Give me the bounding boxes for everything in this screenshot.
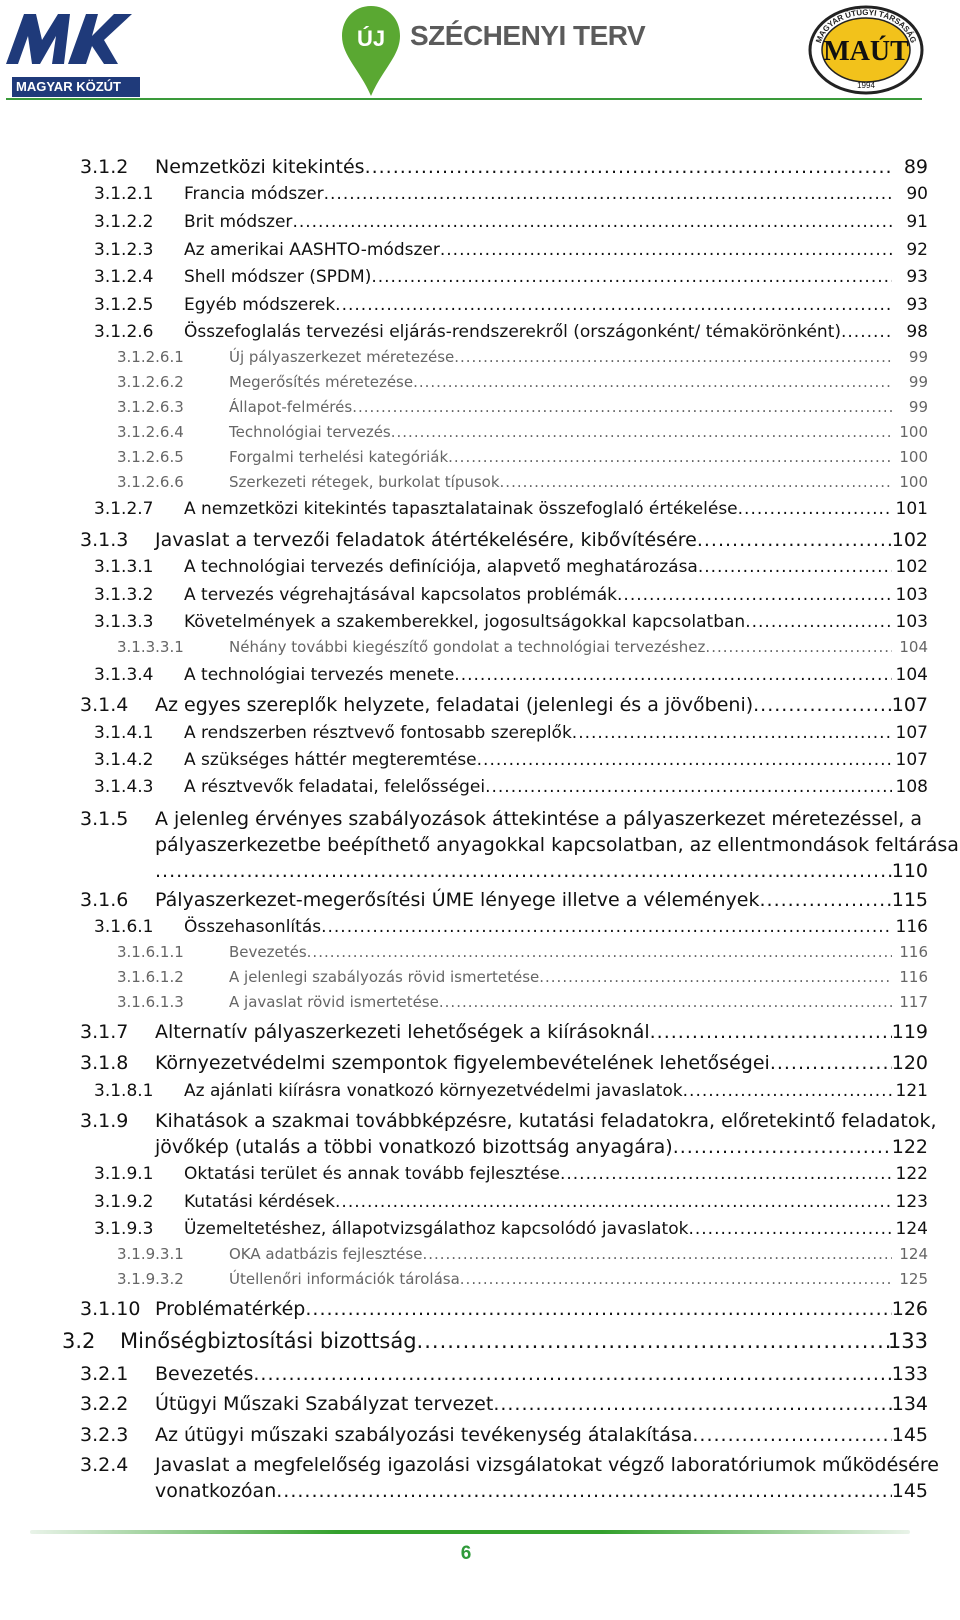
dot-leader bbox=[705, 638, 892, 656]
toc-entry[interactable] bbox=[0, 1081, 960, 1105]
dot-leader bbox=[276, 1480, 892, 1502]
dot-leader bbox=[305, 1298, 892, 1320]
toc-entry[interactable] bbox=[0, 808, 960, 882]
toc-entry-title: A technológiai tervezés menete bbox=[184, 665, 455, 685]
dot-leader bbox=[841, 322, 892, 342]
toc-entry-number: 3.1.6.1.3 bbox=[117, 993, 184, 1011]
toc-entry-number: 3.2.4 bbox=[80, 1454, 129, 1476]
page-header bbox=[0, 0, 960, 108]
toc-entry-title: Javaslat a tervezői feladatok átértékelésére, kibővítésére bbox=[155, 529, 697, 551]
toc-entry[interactable] bbox=[0, 777, 960, 801]
toc-entry-page: 102 bbox=[895, 557, 928, 577]
toc-entry-title: A javaslat rövid ismertetése bbox=[229, 993, 439, 1011]
toc-entry-title: Kutatási kérdések bbox=[184, 1192, 336, 1212]
toc-entry-page: 116 bbox=[899, 943, 928, 961]
toc-entry-title: Forgalmi terhelési kategóriák bbox=[229, 448, 449, 466]
dot-leader bbox=[365, 156, 892, 178]
dot-leader bbox=[738, 499, 892, 519]
toc-entry-title: A technológiai tervezés definíciója, alapvető meghatározása bbox=[184, 557, 698, 577]
toc-entry-title: Oktatási terület és annak tovább fejlesztése bbox=[184, 1164, 560, 1184]
dot-leader bbox=[572, 723, 892, 743]
toc-entry[interactable] bbox=[0, 1192, 960, 1216]
toc-entry-number: 3.1.6.1.1 bbox=[117, 943, 184, 961]
toc-entry[interactable] bbox=[0, 1219, 960, 1243]
toc-entry-page: 90 bbox=[906, 184, 928, 204]
toc-entry-number: 3.1.10 bbox=[80, 1298, 141, 1320]
dot-leader bbox=[324, 184, 892, 204]
toc-entry[interactable] bbox=[0, 448, 960, 472]
toc-entry-page: 133 bbox=[887, 1329, 928, 1353]
dot-leader bbox=[697, 529, 892, 551]
toc-entry-number: 3.1.9.3.1 bbox=[117, 1245, 184, 1263]
toc-entry[interactable] bbox=[0, 322, 960, 346]
toc-entry-page: 117 bbox=[899, 993, 928, 1011]
szechenyi-terv-name: SZÉCHENYI TERV bbox=[410, 20, 646, 51]
toc-entry-number: 3.1.2.7 bbox=[94, 499, 154, 519]
maut-main-text: MAÚT bbox=[823, 36, 909, 67]
toc-entry-page: 108 bbox=[895, 777, 928, 797]
toc-entry-number: 3.1.2.6.5 bbox=[117, 448, 184, 466]
toc-entry-title: Az ajánlati kiírásra vonatkozó környezetvédelmi javaslatok bbox=[184, 1081, 683, 1101]
toc-entry-number: 3.1.3.1 bbox=[94, 557, 154, 577]
toc-entry-title: A rendszerben résztvevő fontosabb szereplők bbox=[184, 723, 572, 743]
dot-leader bbox=[352, 398, 892, 416]
dot-leader bbox=[692, 1424, 892, 1446]
dot-leader bbox=[155, 860, 892, 882]
toc-entry-title: Útügyi Műszaki Szabályzat tervezet bbox=[155, 1393, 494, 1415]
toc-entry-title: A tervezés végrehajtásával kapcsolatos problémák bbox=[184, 585, 618, 605]
toc-entry-page: 93 bbox=[906, 295, 928, 315]
toc-entry-page: 100 bbox=[899, 423, 928, 441]
toc-entry-number: 3.2 bbox=[62, 1329, 96, 1353]
toc-entry-page: 107 bbox=[891, 694, 928, 716]
toc-entry-page: 110 bbox=[891, 860, 928, 882]
footer-divider bbox=[30, 1530, 910, 1534]
dot-leader bbox=[417, 1329, 892, 1353]
toc-entry-number: 3.1.6.1.2 bbox=[117, 968, 184, 986]
toc-entry-number: 3.1.4.1 bbox=[94, 723, 154, 743]
toc-entry-number: 3.1.8 bbox=[80, 1052, 129, 1074]
toc-entry[interactable] bbox=[0, 423, 960, 447]
toc-entry[interactable] bbox=[0, 723, 960, 747]
toc-entry-number: 3.1.2.4 bbox=[94, 267, 154, 287]
dot-leader bbox=[560, 1164, 892, 1184]
toc-entry-number: 3.1.2 bbox=[80, 156, 129, 178]
toc-entry-number: 3.1.2.6.3 bbox=[117, 398, 184, 416]
toc-entry-number: 3.1.5 bbox=[80, 808, 129, 830]
toc-entry-number: 3.1.2.2 bbox=[94, 212, 154, 232]
toc-entry-page: 121 bbox=[895, 1081, 928, 1101]
toc-entry-title: Üzemeltetéshez, állapotvizsgálathoz kapcsolódó javaslatok bbox=[184, 1219, 689, 1239]
toc-entry-page: 115 bbox=[891, 889, 928, 911]
toc-entry-page: 98 bbox=[906, 322, 928, 342]
toc-entry-number: 3.1.2.6.4 bbox=[117, 423, 184, 441]
toc-entry-number: 3.1.2.6 bbox=[94, 322, 154, 342]
toc-entry[interactable] bbox=[0, 1363, 960, 1387]
szechenyi-terv-text bbox=[410, 20, 645, 52]
page-number: 6 bbox=[460, 1543, 472, 1564]
toc-entry-page: 99 bbox=[908, 398, 928, 416]
toc-entry[interactable] bbox=[0, 1052, 960, 1076]
toc-entry-number: 3.2.2 bbox=[80, 1393, 129, 1415]
dot-leader bbox=[460, 1270, 892, 1288]
toc-entry-page: 89 bbox=[903, 156, 928, 178]
toc-entry-number: 3.1.4.2 bbox=[94, 750, 154, 770]
toc-entry-number: 3.2.3 bbox=[80, 1424, 129, 1446]
toc-entry-number: 3.1.3.2 bbox=[94, 585, 154, 605]
toc-entry-title: Útellenőri információk tárolása bbox=[229, 1270, 460, 1288]
dot-leader bbox=[477, 750, 892, 770]
toc-entry-title: A szükséges háttér megteremtése bbox=[184, 750, 477, 770]
toc-entry-title: Bevezetés bbox=[155, 1363, 254, 1385]
toc-entry-title: Az amerikai AASHTO-módszer bbox=[184, 240, 440, 260]
dot-leader bbox=[371, 267, 892, 287]
toc-entry-number: 3.1.6 bbox=[80, 889, 129, 911]
toc-entry[interactable] bbox=[0, 212, 960, 236]
dot-leader bbox=[253, 1363, 892, 1385]
dot-leader bbox=[335, 295, 892, 315]
toc-entry-title: Az útügyi műszaki szabályozási tevékenység átalakítása bbox=[155, 1424, 693, 1446]
dot-leader bbox=[770, 1052, 892, 1074]
toc-entry-title: A jelenleg érvényes szabályozások áttekintése a pályaszerkezet méretezéssel, a bbox=[155, 808, 922, 830]
dot-leader bbox=[673, 1136, 892, 1158]
toc-entry-title: A nemzetközi kitekintés tapasztalatainak összefoglaló értékelése bbox=[184, 499, 738, 519]
toc-entry-page: 116 bbox=[895, 917, 928, 937]
toc-entry-page: 99 bbox=[908, 348, 928, 366]
toc-entry[interactable] bbox=[0, 1298, 960, 1322]
toc-entry-number: 3.1.2.3 bbox=[94, 240, 154, 260]
toc-entry-number: 3.1.2.6.1 bbox=[117, 348, 184, 366]
dot-leader bbox=[413, 373, 892, 391]
toc-entry-number: 3.1.9 bbox=[80, 1110, 129, 1132]
toc-entry[interactable] bbox=[0, 750, 960, 774]
toc-entry-page: 104 bbox=[899, 638, 928, 656]
dot-leader bbox=[500, 473, 892, 491]
toc-entry[interactable] bbox=[0, 348, 960, 372]
toc-entry-title: Összehasonlítás bbox=[184, 917, 322, 937]
toc-entry-title: Javaslat a megfelelőség igazolási vizsgálatokat végző laboratóriumok működésére bbox=[155, 1454, 939, 1476]
toc-entry-number: 3.1.2.1 bbox=[94, 184, 154, 204]
dot-leader bbox=[439, 993, 892, 1011]
dot-leader bbox=[688, 1219, 892, 1239]
toc-entry-number: 3.1.2.6.2 bbox=[117, 373, 184, 391]
dot-leader bbox=[307, 943, 892, 961]
toc-entry[interactable] bbox=[0, 1270, 960, 1294]
dot-leader bbox=[745, 612, 892, 632]
toc-entry-title-line2: vonatkozóan bbox=[155, 1480, 277, 1502]
toc-entry-page: 101 bbox=[895, 499, 928, 519]
toc-entry-title: Alternatív pályaszerkezeti lehetőségek a kiírásoknál bbox=[155, 1021, 650, 1043]
toc-entry[interactable] bbox=[0, 993, 960, 1017]
uj-szechenyi-terv-logo bbox=[340, 0, 660, 98]
toc-entry-number: 3.1.8.1 bbox=[94, 1081, 154, 1101]
toc-entry-page: 102 bbox=[891, 529, 928, 551]
toc-entry-title: Francia módszer bbox=[184, 184, 324, 204]
dot-leader bbox=[539, 968, 892, 986]
toc-entry[interactable] bbox=[0, 665, 960, 689]
toc-entry[interactable] bbox=[0, 267, 960, 291]
toc-entry-title: A jelenlegi szabályozás rövid ismertetése bbox=[229, 968, 540, 986]
toc-entry-title: Nemzetközi kitekintés bbox=[155, 156, 365, 178]
toc-entry-title: Új pályaszerkezet méretezése bbox=[229, 348, 455, 366]
toc-entry[interactable] bbox=[0, 473, 960, 497]
toc-entry[interactable] bbox=[0, 557, 960, 581]
toc-entry[interactable] bbox=[0, 499, 960, 523]
toc-entry-title: Az egyes szereplők helyzete, feladatai (jelenlegi és a jövőbeni) bbox=[155, 694, 754, 716]
toc-entry-page: 91 bbox=[906, 212, 928, 232]
toc-entry[interactable] bbox=[0, 1164, 960, 1188]
toc-entry[interactable] bbox=[0, 585, 960, 609]
dot-leader bbox=[753, 694, 892, 716]
toc-entry-page: 100 bbox=[899, 448, 928, 466]
toc-entry[interactable] bbox=[0, 638, 960, 662]
dot-leader bbox=[683, 1081, 892, 1101]
toc-entry[interactable] bbox=[0, 156, 960, 180]
toc-entry-title: Szerkezeti rétegek, burkolat típusok bbox=[229, 473, 500, 491]
toc-entry-title: Bevezetés bbox=[229, 943, 307, 961]
dot-leader bbox=[617, 585, 892, 605]
toc-entry-number: 3.1.4 bbox=[80, 694, 129, 716]
header-divider bbox=[6, 98, 922, 100]
toc-entry-title-line2: pályaszerkezetbe beépíthető anyagokkal kapcsolatban, az ellentmondások feltárása bbox=[155, 834, 959, 856]
toc-entry-number: 3.1.9.1 bbox=[94, 1164, 154, 1184]
toc-entry-page: 145 bbox=[891, 1480, 928, 1502]
toc-entry-page: 103 bbox=[895, 612, 928, 632]
maut-year: 1994 bbox=[857, 81, 875, 90]
toc-entry-page: 122 bbox=[895, 1164, 928, 1184]
toc-entry-page: 134 bbox=[891, 1393, 928, 1415]
toc-entry-page: 126 bbox=[891, 1298, 928, 1320]
dot-leader bbox=[759, 889, 892, 911]
toc-entry[interactable] bbox=[0, 398, 960, 422]
toc-entry-title: A résztvevők feladatai, felelősségei bbox=[184, 777, 486, 797]
toc-entry-number: 3.1.6.1 bbox=[94, 917, 154, 937]
dot-leader bbox=[448, 448, 892, 466]
toc-entry-number: 3.1.3.3 bbox=[94, 612, 154, 632]
toc-entry-number: 3.1.2.5 bbox=[94, 295, 154, 315]
toc-entry-title: Állapot-felmérés bbox=[229, 398, 353, 416]
toc-entry-title: Követelmények a szakemberekkel, jogosultságokkal kapcsolatban bbox=[184, 612, 746, 632]
toc-entry[interactable] bbox=[0, 1021, 960, 1045]
magyar-kozut-logo bbox=[6, 14, 134, 94]
toc-entry-number: 3.1.3 bbox=[80, 529, 129, 551]
toc-entry-page: 93 bbox=[906, 267, 928, 287]
toc-entry-number: 3.1.3.3.1 bbox=[117, 638, 184, 656]
toc-entry-title: Összefoglalás tervezési eljárás-rendszerekről (országonként/ témakörönként) bbox=[184, 322, 841, 342]
maut-logo bbox=[806, 4, 926, 96]
toc-entry-title: Kihatások a szakmai továbbképzésre, kutatási feladatokra, előretekintő feladatok, bbox=[155, 1110, 937, 1132]
toc-entry[interactable] bbox=[0, 1454, 960, 1502]
toc-entry-title: Néhány további kiegészítő gondolat a technológiai tervezéshez bbox=[229, 638, 706, 656]
toc-entry-title: Pályaszerkezet-megerősítési ÚME lényege illetve a vélemények bbox=[155, 889, 760, 911]
map-pin-icon bbox=[340, 4, 402, 98]
toc-entry[interactable] bbox=[0, 240, 960, 264]
toc-entry-page: 124 bbox=[895, 1219, 928, 1239]
dot-leader bbox=[698, 557, 892, 577]
toc-entry[interactable] bbox=[0, 1424, 960, 1448]
toc-entry[interactable] bbox=[0, 1393, 960, 1417]
magyar-kozut-label: MAGYAR KÖZÚT bbox=[12, 77, 140, 97]
dot-leader bbox=[454, 665, 892, 685]
toc-entry-title: Problématérkép bbox=[155, 1298, 306, 1320]
toc-entry-number: 3.1.2.6.6 bbox=[117, 473, 184, 491]
maut-ring-text: MAGYAR ÚTÜGYI TÁRSASÁG bbox=[814, 7, 918, 45]
dot-leader bbox=[335, 1192, 892, 1212]
toc-entry[interactable] bbox=[0, 1329, 960, 1353]
toc-entry-page: 116 bbox=[899, 968, 928, 986]
toc-entry-title: Egyéb módszerek bbox=[184, 295, 336, 315]
toc-entry-number: 3.1.3.4 bbox=[94, 665, 154, 685]
dot-leader bbox=[485, 777, 892, 797]
toc-entry-page: 133 bbox=[891, 1363, 928, 1385]
toc-entry-page: 107 bbox=[895, 750, 928, 770]
toc-entry-title-line2: jövőkép (utalás a többi vonatkozó bizottság anyagára) bbox=[155, 1136, 673, 1158]
toc-entry-number: 3.1.9.3.2 bbox=[117, 1270, 184, 1288]
toc-entry[interactable] bbox=[0, 694, 960, 718]
toc-entry-page: 100 bbox=[899, 473, 928, 491]
dot-leader bbox=[321, 917, 892, 937]
toc-entry-number: 3.1.9.3 bbox=[94, 1219, 154, 1239]
dot-leader bbox=[454, 348, 892, 366]
toc-entry-title: OKA adatbázis fejlesztése bbox=[229, 1245, 423, 1263]
toc-entry[interactable] bbox=[0, 1245, 960, 1269]
toc-entry[interactable] bbox=[0, 612, 960, 636]
toc-entry-title: Megerősítés méretezése bbox=[229, 373, 414, 391]
toc-entry-page: 107 bbox=[895, 723, 928, 743]
toc-entry[interactable] bbox=[0, 373, 960, 397]
toc-entry-page: 92 bbox=[906, 240, 928, 260]
toc-entry[interactable] bbox=[0, 184, 960, 208]
toc-entry-page: 104 bbox=[895, 665, 928, 685]
dot-leader bbox=[422, 1245, 892, 1263]
toc-entry[interactable] bbox=[0, 295, 960, 319]
dot-leader bbox=[292, 212, 892, 232]
toc-entry[interactable] bbox=[0, 917, 960, 941]
toc-entry-page: 122 bbox=[891, 1136, 928, 1158]
toc-entry-number: 3.2.1 bbox=[80, 1363, 129, 1385]
toc-entry-page: 123 bbox=[895, 1192, 928, 1212]
dot-leader bbox=[493, 1393, 892, 1415]
toc-entry-number: 3.1.7 bbox=[80, 1021, 129, 1043]
dot-leader bbox=[391, 423, 892, 441]
dot-leader bbox=[650, 1021, 892, 1043]
pin-label: ÚJ bbox=[356, 26, 386, 51]
toc-entry-title: Környezetvédelmi szempontok figyelembevételének lehetőségei bbox=[155, 1052, 770, 1074]
toc-entry-page: 124 bbox=[899, 1245, 928, 1263]
toc-entry[interactable] bbox=[0, 529, 960, 553]
toc-entry-title: Shell módszer (SPDM) bbox=[184, 267, 372, 287]
toc-entry-title: Minőségbiztosítási bizottság bbox=[120, 1329, 417, 1353]
toc-entry-page: 119 bbox=[891, 1021, 928, 1043]
dot-leader bbox=[440, 240, 892, 260]
toc-entry-page: 120 bbox=[891, 1052, 928, 1074]
toc-entry-page: 103 bbox=[895, 585, 928, 605]
toc-entry-number: 3.1.4.3 bbox=[94, 777, 154, 797]
toc-entry-page: 145 bbox=[891, 1424, 928, 1446]
toc-entry-title: Technológiai tervezés bbox=[229, 423, 391, 441]
toc-entry[interactable] bbox=[0, 1110, 960, 1158]
toc-entry-page: 125 bbox=[899, 1270, 928, 1288]
maut-seal-icon bbox=[806, 4, 926, 96]
toc-entry[interactable] bbox=[0, 889, 960, 913]
toc-entry-number: 3.1.9.2 bbox=[94, 1192, 154, 1212]
mk-logo-mark-icon bbox=[6, 14, 134, 64]
toc-entry-page: 99 bbox=[908, 373, 928, 391]
toc-entry[interactable] bbox=[0, 968, 960, 992]
toc-entry-title: Brit módszer bbox=[184, 212, 293, 232]
toc-entry[interactable] bbox=[0, 943, 960, 967]
